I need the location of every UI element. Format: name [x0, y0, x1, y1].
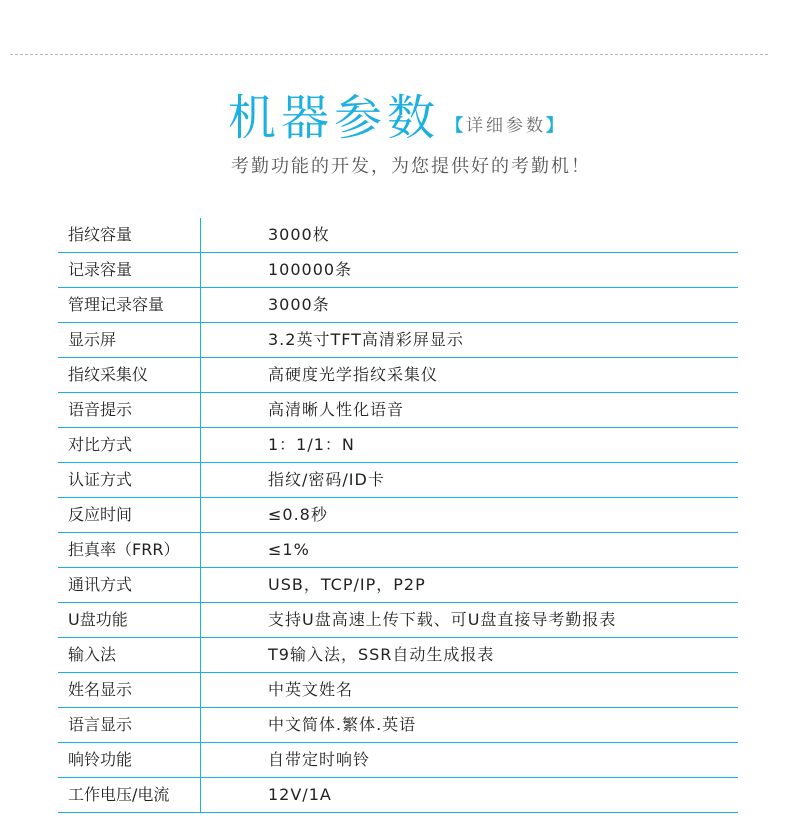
- spec-value: T9输入法，SSR自动生成报表: [268, 645, 495, 664]
- spec-column-divider: [200, 568, 201, 602]
- spec-value: 12V/1A: [268, 785, 332, 804]
- spec-value: 指纹/密码/ID卡: [268, 470, 385, 489]
- spec-column-divider: [200, 743, 201, 777]
- spec-row: [58, 323, 738, 358]
- spec-column-divider: [200, 778, 201, 812]
- spec-label: U盘功能: [68, 610, 128, 629]
- title-row: [228, 84, 566, 146]
- spec-value: ≤1%: [268, 540, 310, 559]
- spec-row: [58, 288, 738, 323]
- spec-row: [58, 358, 738, 393]
- spec-label: 语音提示: [68, 400, 133, 419]
- spec-label: 输入法: [68, 645, 117, 664]
- spec-label: 指纹采集仪: [68, 365, 149, 384]
- spec-column-divider: [200, 498, 201, 532]
- spec-column-divider: [200, 673, 201, 707]
- spec-label: 姓名显示: [68, 680, 133, 699]
- spec-label: 认证方式: [68, 470, 133, 489]
- page-title: 机器参数: [228, 90, 441, 146]
- slogan: 考勤功能的开发，为您提供好的考勤机！: [231, 156, 591, 177]
- spec-column-divider: [200, 428, 201, 462]
- spec-row: [58, 253, 738, 288]
- spec-label: 拒真率（FRR）: [68, 540, 180, 559]
- spec-label: 指纹容量: [68, 225, 133, 244]
- spec-value: 1：1/1：N: [268, 435, 355, 454]
- spec-table: [58, 218, 738, 813]
- spec-value: 高硬度光学指纹采集仪: [268, 365, 439, 384]
- subtitle-bracket-close: 】: [546, 116, 567, 136]
- spec-column-divider: [200, 218, 201, 252]
- spec-value: 高清晰人性化语音: [268, 400, 405, 419]
- spec-value: 支持U盘高速上传下载、可U盘直接导考勤报表: [268, 610, 617, 629]
- spec-value: 自带定时响铃: [268, 750, 371, 769]
- spec-row: [58, 498, 738, 533]
- spec-row: [58, 638, 738, 673]
- spec-row: [58, 428, 738, 463]
- spec-value: 3000条: [268, 295, 330, 314]
- spec-column-divider: [200, 358, 201, 392]
- spec-row: [58, 603, 738, 638]
- spec-row: [58, 393, 738, 428]
- spec-value: 中文简体.繁体.英语: [268, 715, 417, 734]
- spec-column-divider: [200, 533, 201, 567]
- subtitle-text: 详细参数: [466, 116, 547, 136]
- spec-value: 3000枚: [268, 225, 330, 244]
- spec-value: USB，TCP/IP，P2P: [268, 575, 426, 594]
- page-subtitle: [446, 111, 566, 136]
- spec-column-divider: [200, 393, 201, 427]
- spec-row: [58, 533, 738, 568]
- subtitle-bracket-open: 【: [446, 116, 467, 136]
- spec-column-divider: [200, 638, 201, 672]
- spec-column-divider: [200, 323, 201, 357]
- spec-column-divider: [200, 708, 201, 742]
- spec-row: [58, 778, 738, 813]
- spec-column-divider: [200, 288, 201, 322]
- spec-label: 语言显示: [68, 715, 133, 734]
- spec-label: 反应时间: [68, 505, 133, 524]
- spec-row: [58, 568, 738, 603]
- spec-value: ≤0.8秒: [268, 505, 328, 524]
- spec-label: 记录容量: [68, 260, 133, 279]
- spec-value: 100000条: [268, 260, 353, 279]
- spec-value: 3.2英寸TFT高清彩屏显示: [268, 330, 464, 349]
- spec-label: 响铃功能: [68, 750, 133, 769]
- spec-column-divider: [200, 463, 201, 497]
- spec-column-divider: [200, 253, 201, 287]
- spec-row: [58, 708, 738, 743]
- spec-label: 显示屏: [68, 330, 117, 349]
- top-dashed-divider: [10, 54, 768, 55]
- spec-row: [58, 218, 738, 253]
- spec-column-divider: [200, 603, 201, 637]
- spec-label: 工作电压/电流: [68, 785, 170, 804]
- spec-row: [58, 743, 738, 778]
- spec-value: 中英文姓名: [268, 680, 354, 699]
- spec-label: 对比方式: [68, 435, 133, 454]
- spec-label: 管理记录容量: [68, 295, 165, 314]
- spec-row: [58, 463, 738, 498]
- spec-label: 通讯方式: [68, 575, 133, 594]
- spec-row: [58, 673, 738, 708]
